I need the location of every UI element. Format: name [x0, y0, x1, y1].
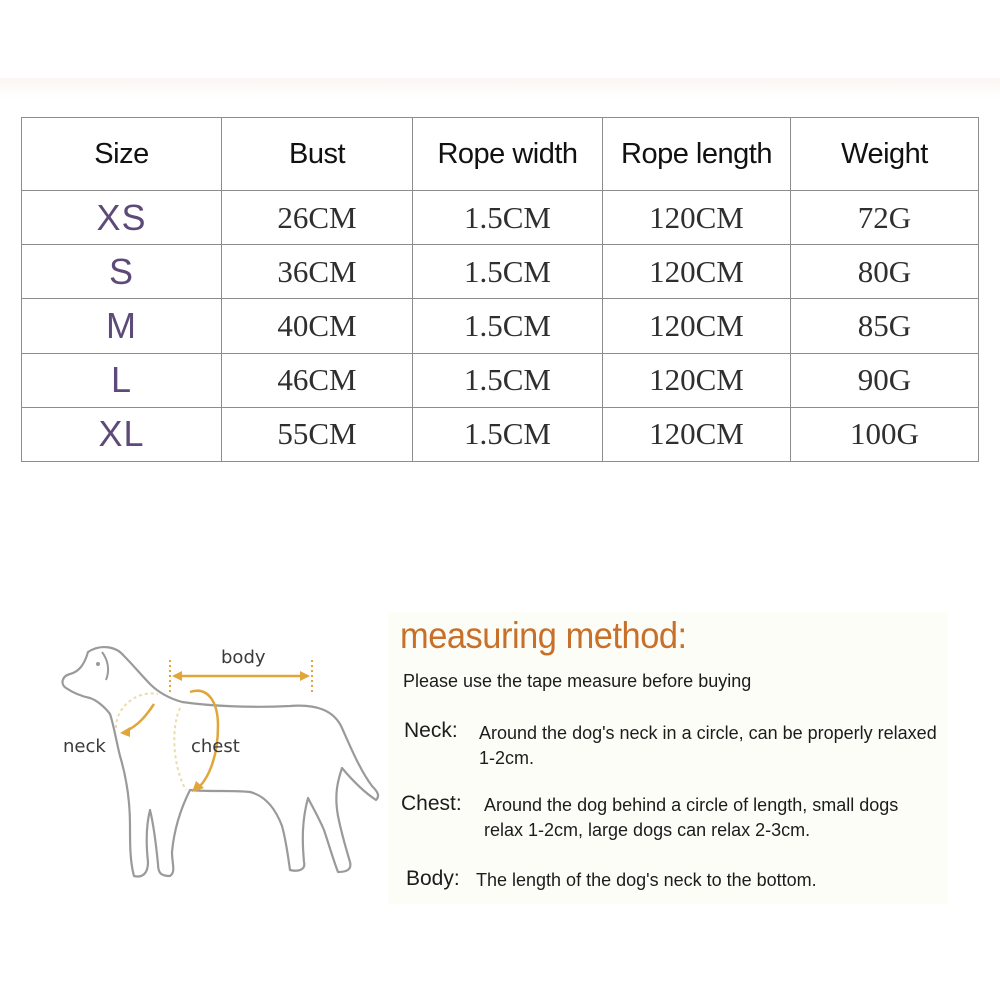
table-row — [22, 407, 979, 461]
header-bust: Bust — [222, 118, 413, 191]
diagram-neck-label: neck — [63, 736, 106, 757]
size-cell: L — [22, 353, 222, 407]
neck-arrow-line — [124, 704, 154, 732]
dog-eye — [96, 662, 100, 666]
weight-cell: 90G — [791, 353, 979, 407]
chest-method-label: Chest: — [401, 792, 462, 815]
top-shade-band — [0, 78, 1000, 100]
diagram-body-label: body — [221, 647, 266, 668]
neck-method-text: Around the dog's neck in a circle, can be properly relaxed 1-2cm. — [479, 723, 937, 768]
table-row — [22, 245, 979, 299]
bust-cell: 36CM — [222, 245, 413, 299]
table-header-row — [22, 118, 979, 191]
header-rope-width: Rope width — [413, 118, 603, 191]
rope-width-cell: 1.5CM — [413, 353, 603, 407]
bust-cell: 40CM — [222, 299, 413, 353]
body-arrow-left-head — [172, 671, 182, 681]
dog-outline — [63, 647, 379, 876]
weight-cell: 80G — [791, 245, 979, 299]
size-cell: XL — [22, 407, 222, 461]
neck-method-label: Neck: — [404, 719, 458, 742]
table-row — [22, 299, 979, 353]
chest-loop-dotted — [174, 708, 186, 790]
body-method-label: Body: — [406, 867, 460, 890]
rope-width-cell: 1.5CM — [413, 245, 603, 299]
header-weight: Weight — [791, 118, 979, 191]
dog-measuring-diagram — [50, 630, 390, 895]
chest-method-text: Around the dog behind a circle of length, small dogs relax 1-2cm, large dogs can relax 2-3cm. — [484, 795, 899, 840]
weight-cell: 100G — [791, 407, 979, 461]
rope-length-cell: 120CM — [603, 353, 791, 407]
size-cell: XS — [22, 191, 222, 245]
body-arrow-right-head — [300, 671, 310, 681]
dog-outline-illustration — [50, 630, 390, 895]
bust-cell: 55CM — [222, 407, 413, 461]
body-method-text: The length of the dog's neck to the bottom. — [476, 870, 817, 890]
measuring-method-intro: Please use the tape measure before buying — [403, 671, 752, 691]
size-chart-table — [21, 117, 979, 462]
rope-length-cell: 120CM — [603, 299, 791, 353]
weight-cell: 72G — [791, 191, 979, 245]
header-rope-length: Rope length — [603, 118, 791, 191]
size-cell: S — [22, 245, 222, 299]
rope-length-cell: 120CM — [603, 407, 791, 461]
bust-cell: 26CM — [222, 191, 413, 245]
measuring-method-title: measuring method: — [400, 615, 687, 656]
table-row — [22, 191, 979, 245]
weight-cell: 85G — [791, 299, 979, 353]
rope-length-cell: 120CM — [603, 245, 791, 299]
neck-arrow-head — [120, 727, 130, 737]
bust-cell: 46CM — [222, 353, 413, 407]
rope-width-cell: 1.5CM — [413, 191, 603, 245]
table-row — [22, 353, 979, 407]
rope-length-cell: 120CM — [603, 191, 791, 245]
size-cell: M — [22, 299, 222, 353]
rope-width-cell: 1.5CM — [413, 407, 603, 461]
diagram-chest-label: chest — [191, 736, 240, 757]
rope-width-cell: 1.5CM — [413, 299, 603, 353]
header-size: Size — [22, 118, 222, 191]
dog-ear — [102, 652, 108, 680]
